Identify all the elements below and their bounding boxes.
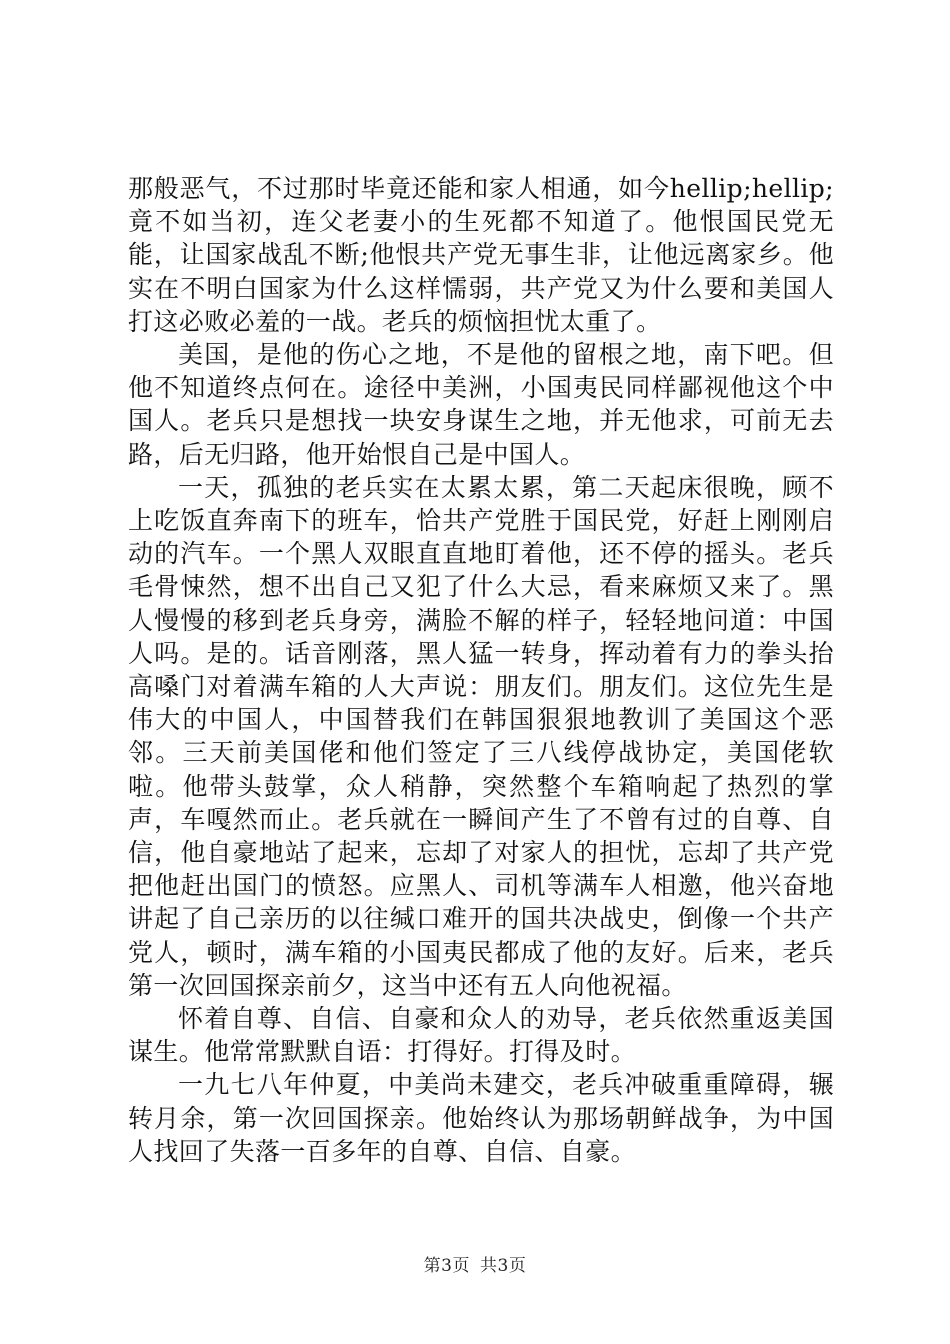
paragraph: 美国，是他的伤心之地，不是他的留根之地，南下吧。但他不知道终点何在。途径中美洲，小国夷民同样鄙视他这个中国人。老兵只是想找一块安身谋生之地，并无他求，可前无去路，后无归路，他开始恨自己是中国人。 — [128, 340, 834, 469]
paragraph: 一天，孤独的老兵实在太累太累，第二天起床很晚，顾不上吃饭直奔南下的班车，恰共产党胜于国民党，好赶上刚刚启动的汽车。一个黑人双眼直直地盯着他，还不停的摇头。老兵毛骨悚然，想不出自己又犯了什么大忌，看来麻烦又来了。黑人慢慢的移到老兵身旁，满脸不解的样子，轻轻地问道：中国人吗。是的。话音刚落，黑人猛一转身，挥动着有力的拳头抬高嗓门对着满车箱的人大声说：朋友们。朋友们。这位先生是伟大的中国人，中国替我们在韩国狠狠地教训了美国这个恶邻。三天前美国佬和他们签定了三八线停战协定，美国佬软啦。他带头鼓掌，众人稍静，突然整个车箱响起了热烈的掌声，车嘎然而止。老兵就在一瞬间产生了不曾有过的自尊、自信，他自豪地站了起来，忘却了对家人的担忧，忘却了共产党把他赶出国门的愤怒。应黑人、司机等满车人相邀，他兴奋地讲起了自己亲历的以往缄口难开的国共决战史，倒像一个共产党人，顿时，满车箱的小国夷民都成了他的友好。后来，老兵第一次回国探亲前夕，这当中还有五人向他祝福。 — [128, 472, 834, 1000]
page-number: 第3页 — [423, 1256, 470, 1276]
paragraph: 怀着自尊、自信、自豪和众人的劝导，老兵依然重返美国谋生。他常常默默自语：打得好。打得及时。 — [128, 1004, 834, 1067]
page-total: 共3页 — [480, 1256, 527, 1276]
paragraph: 一九七八年仲夏，中美尚未建交，老兵冲破重重障碍，辗转月余，第一次回国探亲。他始终认为那场朝鲜战争，为中国人找回了失落一百多年的自尊、自信、自豪。 — [128, 1070, 834, 1166]
document-body — [128, 172, 834, 1168]
paragraph-continued: 那般恶气，不过那时毕竟还能和家人相通，如今hellip;hellip;竟不如当初，连父老妻小的生死都不知道了。他恨国民党无能，让国家战乱不断;他恨共产党无事生非，让他远离家乡。他实在不明白国家为什么这样懦弱，共产党又为什么要和美国人打这必败必羞的一战。老兵的烦恼担忧太重了。 — [128, 174, 834, 336]
page-footer — [0, 1251, 950, 1276]
